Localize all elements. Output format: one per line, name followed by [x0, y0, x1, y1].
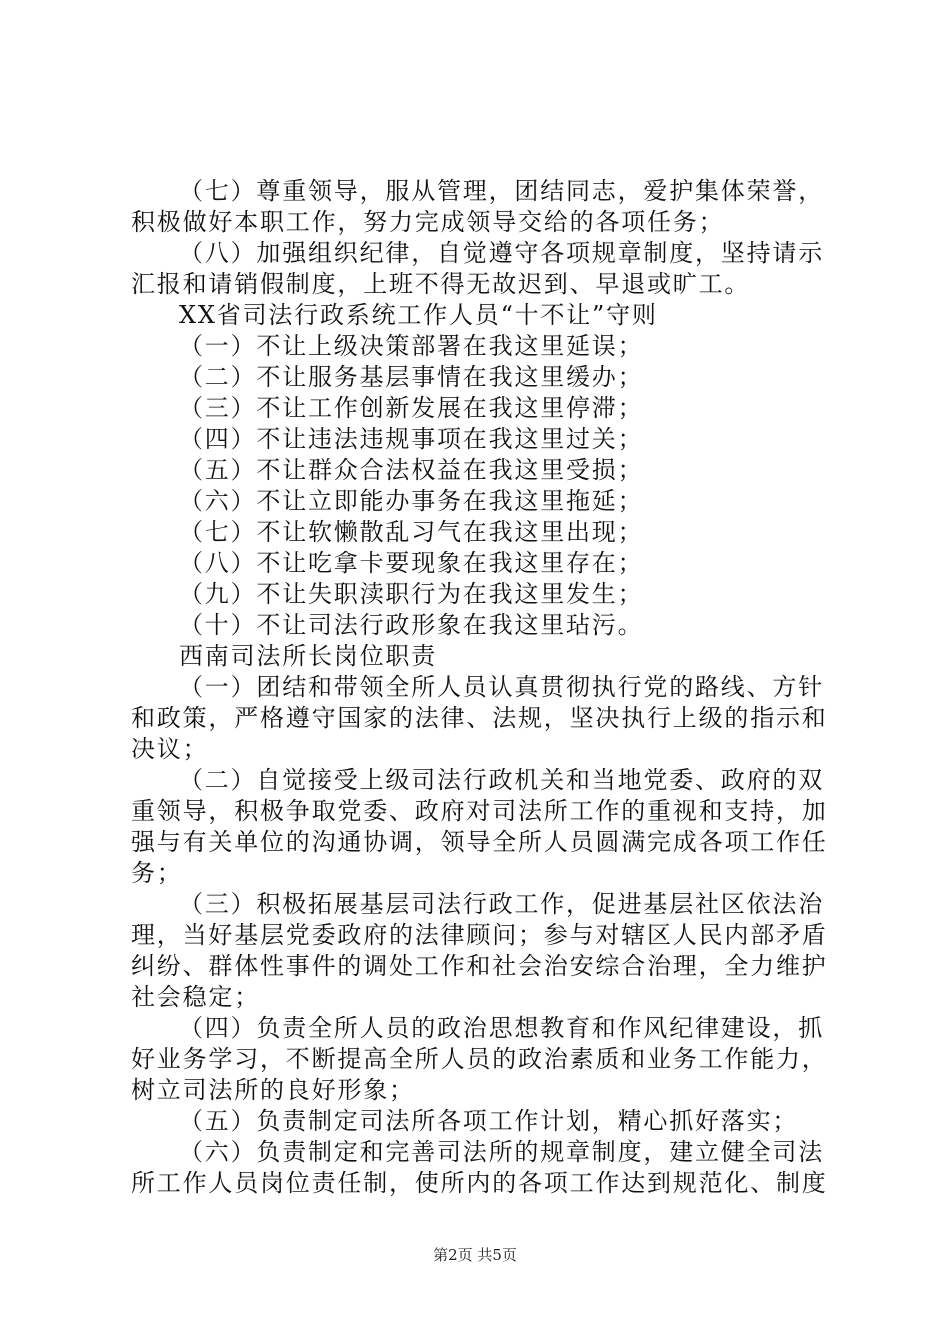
text-line: 强与有关单位的沟通协调，领导全所人员圆满完成各项工作任: [131, 828, 828, 856]
text-line: 西南司法所长岗位职责: [179, 642, 437, 670]
text-line: （八）加强组织纪律，自觉遵守各项规章制度，坚持请示: [179, 239, 824, 267]
text-line: （六）负责制定和完善司法所的规章制度，建立健全司法: [179, 1138, 824, 1166]
document-body: [131, 176, 831, 1199]
text-line: 理，当好基层党委政府的法律顾问；参与对辖区人民内部矛盾: [131, 921, 828, 949]
text-line: （二）不让服务基层事情在我这里缓办；: [179, 363, 644, 391]
text-line: 纠纷、群体性事件的调处工作和社会治安综合治理，全力维护: [131, 952, 828, 980]
text-line: 所工作人员岗位责任制，使所内的各项工作达到规范化、制度: [131, 1169, 828, 1197]
text-line: 社会稳定；: [131, 983, 260, 1011]
text-line: （七）不让软懒散乱习气在我这里出现；: [179, 518, 644, 546]
text-line: 务；: [131, 859, 183, 887]
text-line: （五）负责制定司法所各项工作计划，精心抓好落实；: [179, 1107, 799, 1135]
text-line: （四）负责全所人员的政治思想教育和作风纪律建设，抓: [179, 1014, 824, 1042]
text-line: （六）不让立即能办事务在我这里拖延；: [179, 487, 644, 515]
text-line: 决议；: [131, 735, 209, 763]
text-line: （三）积极拓展基层司法行政工作，促进基层社区依法治: [179, 890, 824, 918]
text-line: 重领导，积极争取党委、政府对司法所工作的重视和支持，加: [131, 797, 828, 825]
text-line: （十）不让司法行政形象在我这里玷污。: [179, 611, 644, 639]
text-line: 好业务学习，不断提高全所人员的政治素质和业务工作能力，: [131, 1045, 828, 1073]
text-line: （五）不让群众合法权益在我这里受损；: [179, 456, 644, 484]
text-line: （四）不让违法违规事项在我这里过关；: [179, 425, 644, 453]
page-footer: 第2页 共5页: [433, 1246, 517, 1264]
text-line: 树立司法所的良好形象；: [131, 1076, 415, 1104]
text-line: （二）自觉接受上级司法行政机关和当地党委、政府的双: [179, 766, 824, 794]
text-line: （七）尊重领导，服从管理，团结同志，爱护集体荣誉，: [179, 177, 824, 205]
text-line: （八）不让吃拿卡要现象在我这里存在；: [179, 549, 644, 577]
text-line: XX省司法行政系统工作人员“十不让”守则: [179, 301, 658, 329]
text-line: （一）团结和带领全所人员认真贯彻执行党的路线、方针: [179, 673, 824, 701]
text-line: （一）不让上级决策部署在我这里延误；: [179, 332, 644, 360]
text-line: 积极做好本职工作，努力完成领导交给的各项任务；: [131, 208, 725, 236]
text-line: （九）不让失职渎职行为在我这里发生；: [179, 580, 644, 608]
text-line: 和政策，严格遵守国家的法律、法规，坚决执行上级的指示和: [131, 704, 828, 732]
text-line: （三）不让工作创新发展在我这里停滞；: [179, 394, 644, 422]
text-line: 汇报和请销假制度，上班不得无故迟到、早退或旷工。: [131, 270, 751, 298]
